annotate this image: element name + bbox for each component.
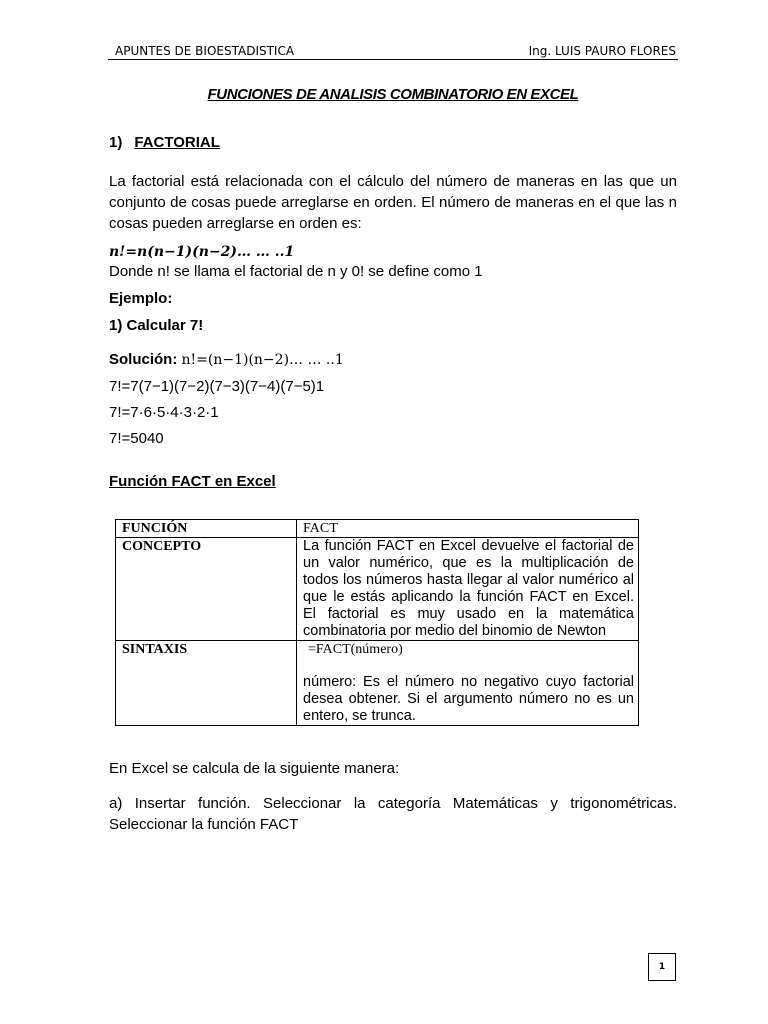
table-row [116, 538, 639, 641]
solution-step-3: 7!=5040 [109, 430, 164, 447]
page-number: 1 [648, 953, 676, 981]
document-title: FUNCIONES DE ANALISIS COMBINATORIO EN EXCEL [207, 86, 579, 103]
header-right: Ing. LUIS PAURO FLORES [528, 44, 676, 58]
solution-line [109, 351, 344, 368]
solution-step-2: 7!=7·6·5·4·3·2·1 [109, 404, 219, 421]
step-a-text: a) Insertar función. Seleccionar la categoría Matemáticas y trigonométricas. Seleccionar la función FACT [109, 795, 677, 833]
table-cell-label: CONCEPTO [116, 538, 297, 641]
excel-intro: En Excel se calcula de la siguiente manera: [109, 760, 400, 777]
header-rule [108, 59, 678, 60]
syntax-text: =FACT(número) [308, 642, 403, 657]
table-cell-value: La función FACT en Excel devuelve el factorial de un valor numérico, que es la multiplicación de todos los números hasta llegar al valor numérico al que le estás aplicando la función FACT en Excel. El factorial es muy usado en la matemática combinatoria por medio del binomio de Newton [297, 538, 639, 641]
solution-label: Solución: [109, 351, 178, 368]
table-cell-value [297, 641, 639, 726]
example-heading: Ejemplo: [109, 290, 173, 307]
table-row [116, 641, 639, 726]
section-heading [109, 134, 220, 151]
table-row [116, 520, 639, 538]
table-cell-label: SINTAXIS [116, 641, 297, 726]
section-number: 1) [109, 134, 123, 151]
intro-paragraph: La factorial está relacionada con el cálculo del número de maneras en las que un conjunto de cosas puede arreglarse en orden. El número de maneras en el que las n cosas pueden arreglarse en orden es: [109, 173, 677, 232]
factorial-formula: n!=n(n−1)(n−2)… … ..1 [109, 244, 295, 260]
table-cell-value: FACT [297, 520, 639, 538]
solution-formula: n!=(n−1)(n−2)… … ..1 [181, 352, 344, 368]
definition-text: Donde n! se llama el factorial de n y 0! se define como 1 [109, 263, 483, 280]
table-cell-label: FUNCIÓN [116, 520, 297, 538]
example-task: 1) Calcular 7! [109, 317, 204, 334]
syntax-note: número: Es el número no negativo cuyo factorial desea obtener. Si el argumento número no es un entero, se trunca. [303, 674, 634, 724]
solution-step-1: 7!=7(7−1)(7−2)(7−3)(7−4)(7−5)1 [109, 378, 325, 395]
subsection-heading: Función FACT en Excel [109, 473, 276, 490]
fact-function-table [115, 519, 639, 726]
section-label: FACTORIAL [134, 134, 220, 151]
header-left: APUNTES DE BIOESTADISTICA [115, 44, 295, 58]
